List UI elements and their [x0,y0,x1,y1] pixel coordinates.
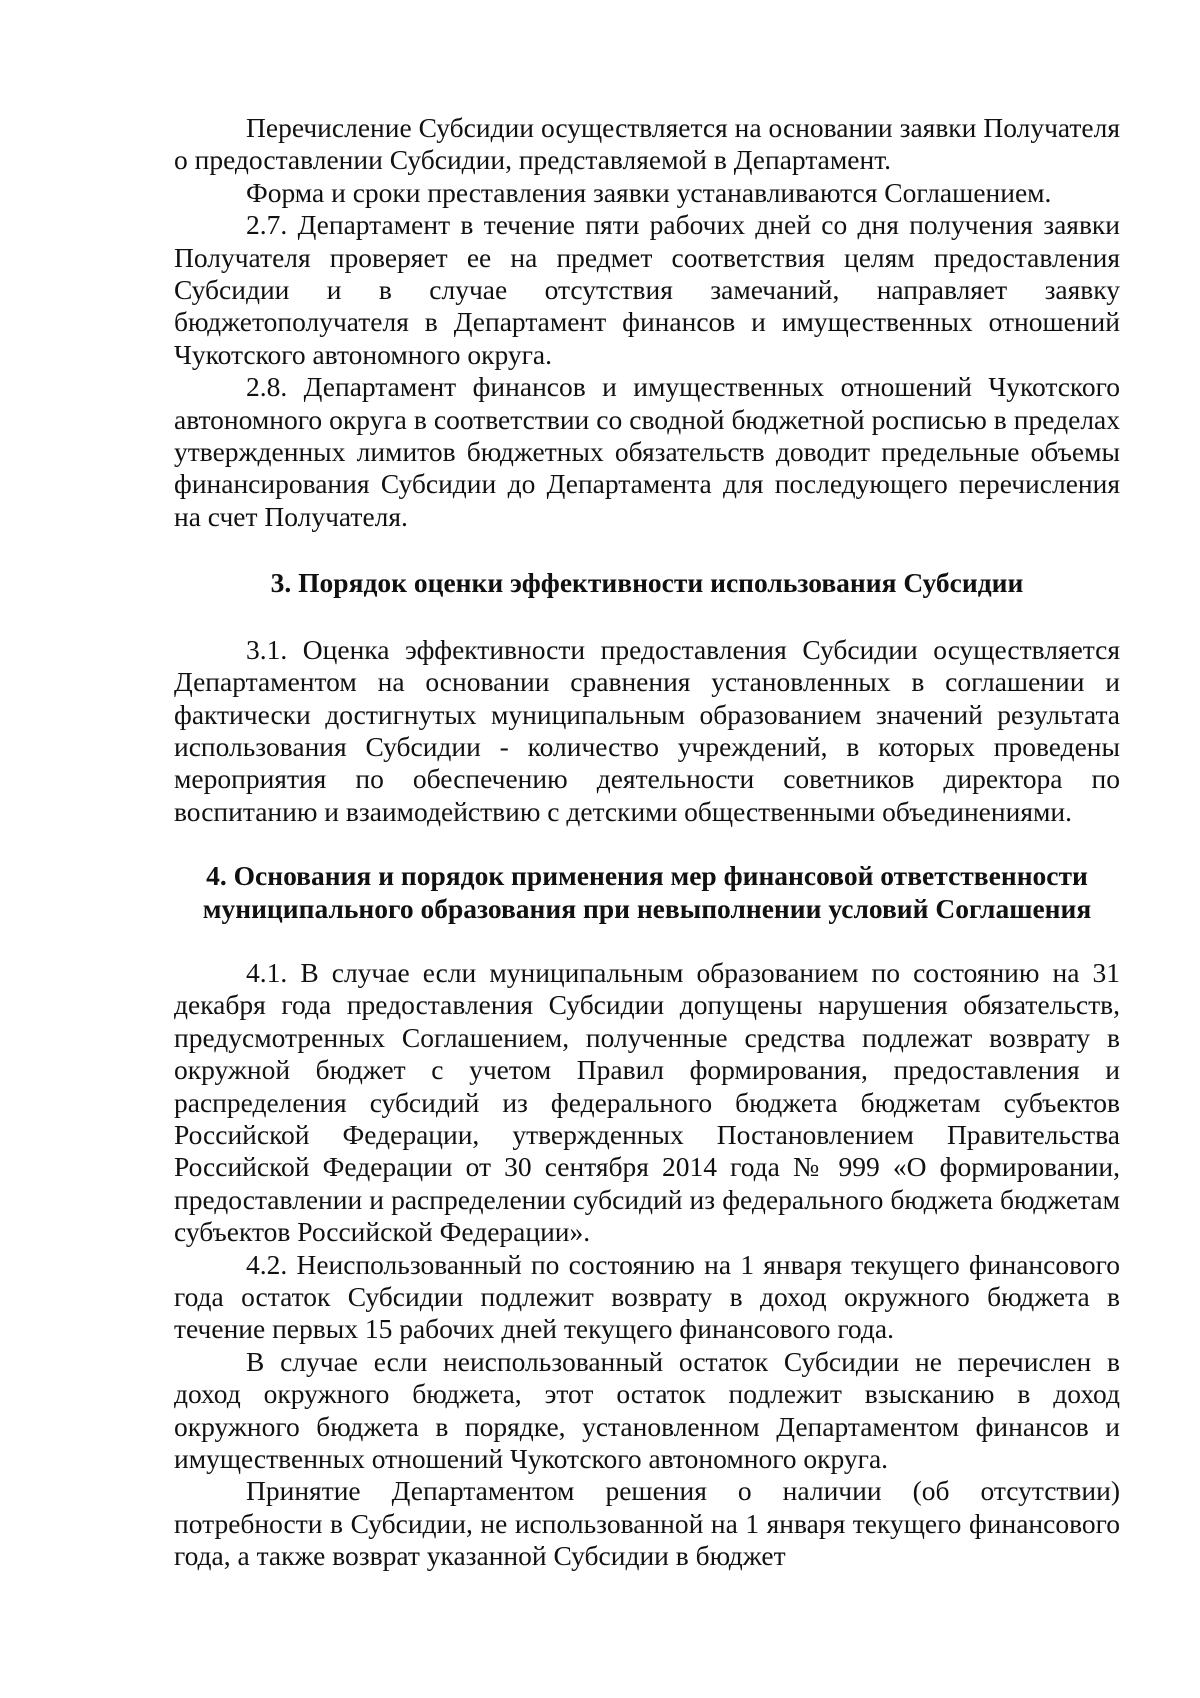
paragraph-department-decision: Принятие Департаментом решения о наличии (об отсутствии) потребности в Субсидии, не использованной на 1 января текущего финансового года, а также возврат указанной Субсидии в бюджет [174,1475,1120,1572]
paragraph-4-1: 4.1. В случае если муниципальным образованием по состоянию на 31 декабря года предоставления Субсидии допущены нарушения обязательств, предусмотренных Соглашением, полученные средства подлежат возврату в окружной бюджет с учетом Правил формирования, предоставления и распределения субсидий из федерального бюджета бюджетам субъектов Российской Федерации, утвержденных Постановлением Правительства Российской Федерации от 30 сентября 2014 года № 999 «О формировании, предоставлении и распределении субсидий из федерального бюджета бюджетам субъектов Российской Федерации». [174,956,1120,1248]
paragraph-2-8: 2.8. Департамент финансов и имущественных отношений Чукотского автономного округа в соответствии со сводной бюджетной росписью в пределах утвержденных лимитов бюджетных обязательств доводит предельные объемы финансирования Субсидии до Департамента для последующего перечисления на счет Получателя. [174,371,1120,532]
section-4-heading-line-1: 4. Основания и порядок применения мер финансовой ответственности [206,860,1088,892]
paragraph-3-1: 3.1. Оценка эффективности предоставления Субсидии осуществляется Департаментом на основании сравнения установленных в соглашении и фактически достигнутых муниципальным образованием значений результата использования Субсидии - количество учреждений, в которых проведены мероприятия по обеспечению деятельности советников директора по воспитанию и взаимодействию с детскими общественными объединениями. [174,633,1120,827]
section-4-heading [174,860,1120,925]
paragraph-transfer-basis: Перечисление Субсидии осуществляется на основании заявки Получателя о предоставлении Субсидии, представляемой в Департамент. [174,112,1120,176]
paragraph-application-form: Форма и сроки преставления заявки устанавливаются Соглашением. [246,176,1052,208]
paragraph-unused-remainder: В случае если неиспользованный остаток Субсидии не перечислен в доход окружного бюджета, этот остаток подлежит взысканию в доход окружного бюджета в порядке, установленном Департаментом финансов и имущественных отношений Чукотского автономного округа. [174,1345,1120,1475]
section-3-heading: 3. Порядок оценки эффективности использования Субсидии [270,567,1024,599]
section-4-heading-line-2: муниципального образования при невыполнении условий Соглашения [202,892,1092,924]
paragraph-2-7: 2.7. Департамент в течение пяти рабочих дней со дня получения заявки Получателя проверяет ее на предмет соответствия целям предоставления Субсидии и в случае отсутствия замечаний, направляет заявку бюджетополучателя в Департамент финансов и имущественных отношений Чукотского автономного округа. [174,209,1120,370]
document-page [174,112,1120,1573]
paragraph-4-2: 4.2. Неиспользованный по состоянию на 1 января текущего финансового года остаток Субсидии подлежит возврату в доход окружного бюджета в течение первых 15 рабочих дней текущего финансового года. [174,1248,1120,1345]
